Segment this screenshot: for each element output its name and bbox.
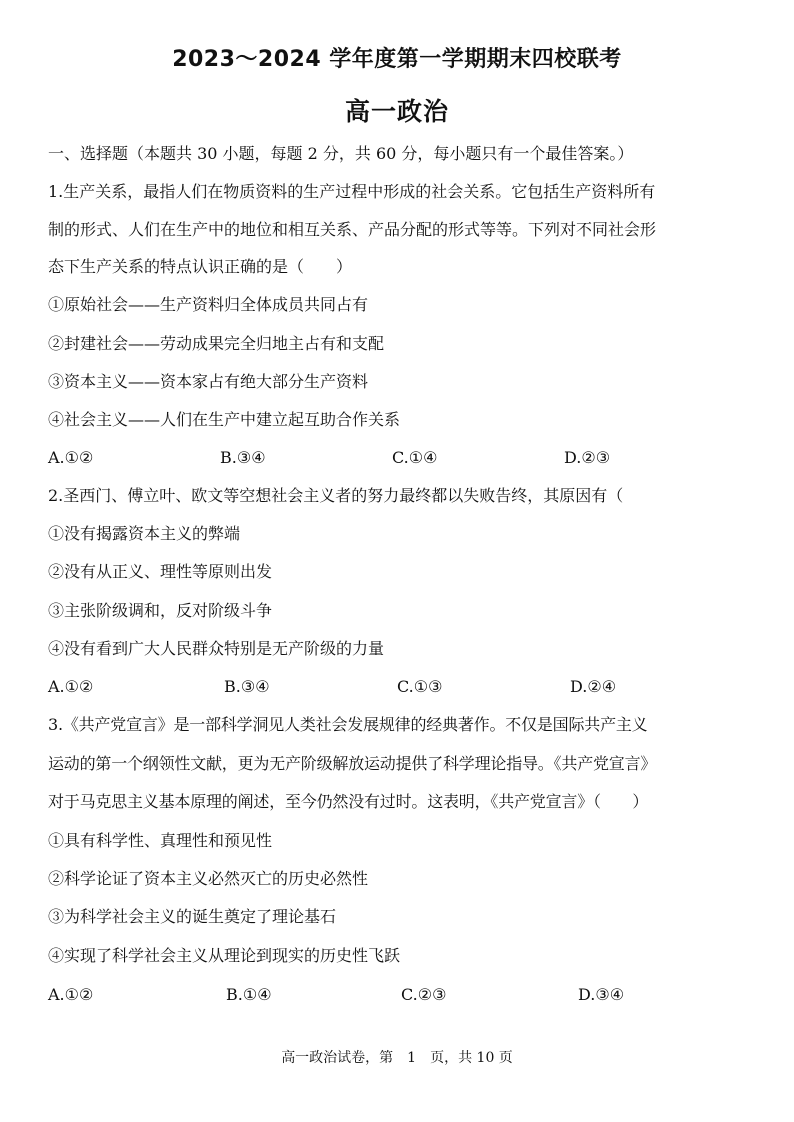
exam-title: 2023～2024 学年度第一学期期末四校联考 — [172, 47, 622, 72]
q1-item-2: ②封建社会——劳动成果完全归地主占有和支配 — [48, 334, 385, 353]
q2-item-4: ④没有看到广大人民群众特别是无产阶级的力量 — [48, 639, 385, 658]
q1-stem-line-3: 态下生产关系的特点认识正确的是（ ） — [48, 257, 353, 276]
q1-options — [48, 447, 748, 469]
q3-item-2: ②科学论证了资本主义必然灭亡的历史必然性 — [48, 869, 369, 888]
q1-stem-line-1: 1.生产关系，最指人们在物质资料的生产过程中形成的社会关系。它包括生产资料所有 — [48, 182, 656, 201]
q3-stem-line-3: 对于马克思主义基本原理的阐述，至今仍然没有过时。这表明，《共产党宣言》（ ） — [48, 792, 649, 811]
q2-option-d: D.②④ — [570, 677, 617, 696]
q3-option-a: A.①② — [48, 985, 94, 1004]
q1-option-b: B.③④ — [220, 448, 266, 467]
q2-stem-line-1: 2.圣西门、傅立叶、欧文等空想社会主义者的努力最终都以失败告终，其原因有（ — [48, 486, 624, 505]
page-footer: 高一政治试卷，第 1 页，共 10 页 — [281, 1050, 513, 1066]
q2-item-2: ②没有从正义、理性等原则出发 — [48, 562, 273, 581]
q3-stem-line-2: 运动的第一个纲领性文献，更为无产阶级解放运动提供了科学理论指导。《共产党宣言》 — [48, 754, 657, 773]
q2-options — [48, 676, 748, 698]
q2-option-c: C.①③ — [397, 677, 443, 696]
q1-item-3: ③资本主义——资本家占有绝大部分生产资料 — [48, 372, 369, 391]
q1-option-d: D.②③ — [564, 448, 611, 467]
q1-option-a: A.①② — [48, 448, 94, 467]
q3-item-4: ④实现了科学社会主义从理论到现实的历史性飞跃 — [48, 946, 401, 965]
q2-option-a: A.①② — [48, 677, 94, 696]
q3-option-b: B.①④ — [226, 985, 272, 1004]
q1-item-1: ①原始社会——生产资料归全体成员共同占有 — [48, 295, 369, 314]
q1-item-4: ④社会主义——人们在生产中建立起互助合作关系 — [48, 410, 401, 429]
q1-stem-line-2: 制的形式、人们在生产中的地位和相互关系、产品分配的形式等等。下列对不同社会形 — [48, 220, 657, 239]
q2-option-b: B.③④ — [224, 677, 270, 696]
q2-item-1: ①没有揭露资本主义的弊端 — [48, 524, 241, 543]
exam-subject: 高一政治 — [344, 97, 449, 126]
q1-option-c: C.①④ — [392, 448, 438, 467]
q2-item-3: ③主张阶级调和，反对阶级斗争 — [48, 601, 273, 620]
q3-options — [48, 984, 748, 1006]
q3-item-1: ①具有科学性、真理性和预见性 — [48, 831, 273, 850]
q3-option-c: C.②③ — [401, 985, 447, 1004]
q3-item-3: ③为科学社会主义的诞生奠定了理论基石 — [48, 907, 337, 926]
section-heading: 一、选择题（本题共 30 小题，每题 2 分，共 60 分，每小题只有一个最佳答案。） — [48, 144, 634, 163]
q3-option-d: D.③④ — [578, 985, 625, 1004]
q3-stem-line-1: 3.《共产党宣言》是一部科学洞见人类社会发展规律的经典著作。不仅是国际共产主义 — [48, 715, 648, 734]
